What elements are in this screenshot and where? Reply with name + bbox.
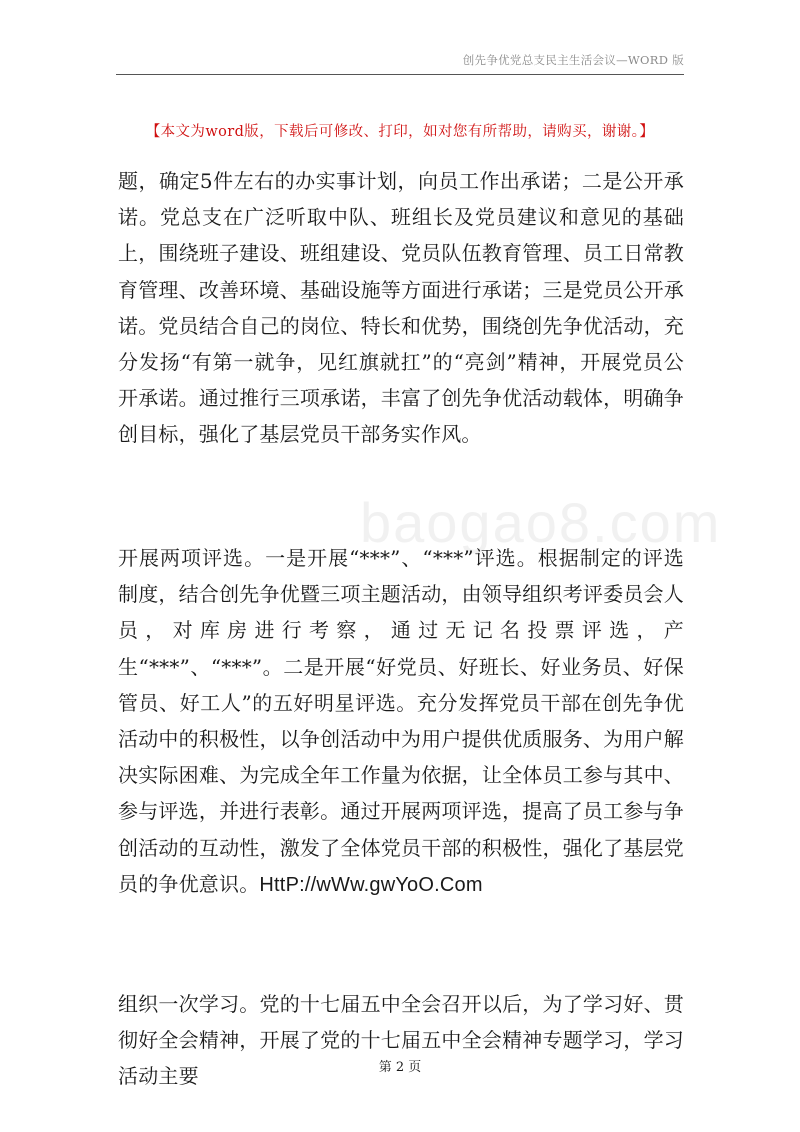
paragraph-selections-text: 开展两项评选。一是开展“***”、“***”评选。根据制定的评选制度，结合创先争优暨三项主题活动，由领导组织考评委员会人员，对库房进行考察，通过无记名投票评选，产生“***”、“***”。二是开展“好党员、好班长、好业务员、好保管员、好工人”的五好明星评选。充分发挥党员干部在创先争优活动中的积极性，以争创活动中为用户提供优质服务、为用户解决实际困难、为完成全年工作量为依据，让全体员工参与其中、参与评选，并进行表彰。通过开展两项评选，提高了员工参与争创活动的互动性，激发了全体党员干部的积极性，强化了基层党员的争优意识。 (118, 546, 684, 896)
inline-url: HttP://wWw.gwYoO.Com (259, 873, 483, 896)
page-number: 第 2 页 (378, 1060, 422, 1075)
document-header-title: 创先争优党总支民主生活会议—WORD 版 (462, 53, 684, 67)
download-notice: 【本文为word版，下载后可修改、打印，如对您有所帮助，请购买，谢谢。】 (145, 124, 655, 140)
paragraph-selections (118, 540, 684, 903)
watermark: baogao8.com (360, 491, 722, 554)
paragraph-study: 组织一次学习。党的十七届五中全会召开以后，为了学习好、贯彻好全会精神，开展了党的十七届五中全会精神专题学习，学习活动主要 (118, 992, 684, 1089)
paragraph-commitments: 题，确定5件左右的办实事计划，向员工作出承诺；二是公开承诺。党总支在广泛听取中队、班组长及党员建议和意见的基础上，围绕班子建设、班组建设、党员队伍教育管理、员工日常教育管理、改善环境、基础设施等方面进行承诺；三是党员公开承诺。党员结合自己的岗位、特长和优势，围绕创先争优活动，充分发扬“有第一就争，见红旗就扛”的“亮剑”精神，开展党员公开承诺。通过推行三项承诺，丰富了创先争优活动载体，明确争创目标，强化了基层党员干部务实作风。 (118, 169, 684, 447)
header-divider (116, 74, 684, 75)
